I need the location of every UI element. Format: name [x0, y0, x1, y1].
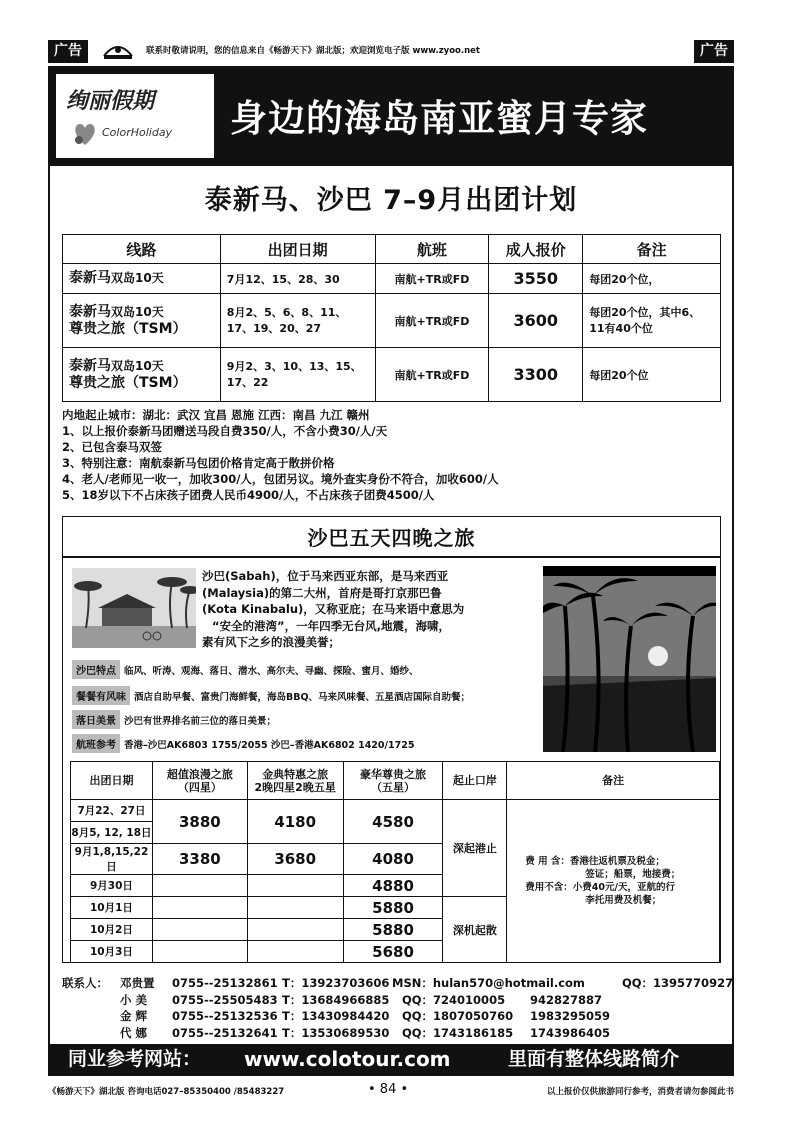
price-cell: [152, 941, 247, 963]
intro-line: 沙巴(Sabah)，位于马来西亚东部，是马来西亚: [202, 569, 449, 583]
intro-line: (Malaysia)的第二大州，首府是哥打京那巴鲁: [202, 585, 442, 600]
price-cell: [152, 919, 247, 941]
website-label: 同业参考网站：: [68, 1048, 202, 1070]
price-cell: [152, 875, 247, 897]
feature-row: 餐餐有风味 酒店自助早餐、富贵门海鲜餐，海岛BBQ、马来风味餐、五星酒店国际自助餐；: [72, 686, 470, 705]
note-line: 内地起止城市：湖北：武汉 宜昌 恩施 江西：南昌 九江 赣州: [62, 408, 370, 422]
col-header: 备注: [507, 762, 720, 800]
source-notice: 联系时敬请说明，您的信息来自《畅游天下》湖北版；欢迎浏览电子版 www.zyoo.net: [146, 46, 480, 56]
route-cell: 泰新马双岛10天 尊贵之旅（TSM）: [63, 294, 221, 348]
note-line: 1、以上报价泰新马团赠送马段自费350/人，不含小费30/人/天: [62, 424, 388, 438]
sabah-price-table: [70, 761, 720, 963]
note-line: 2、已包含泰马双签: [62, 440, 163, 454]
price-cell: 4580: [343, 800, 443, 844]
header-banner: [48, 66, 734, 166]
date-cell: 10月2日: [71, 919, 153, 941]
price-cell: [247, 875, 343, 897]
remark-cell: 费 用 含：香港往返机票及税金； 签证；船票，地接费； 费用不含：小费40元/天，亚航的行 李托用费及机餐；: [507, 800, 720, 963]
date-cell: 9月30日: [71, 875, 153, 897]
section-title-sabah: 沙巴五天四晚之旅: [307, 526, 476, 550]
publisher-logo-icon: [100, 40, 136, 60]
col-header: 线路: [63, 235, 221, 264]
sabah-intro: [202, 568, 542, 651]
route-cell: 泰新马双岛10天 尊贵之旅（TSM）: [63, 348, 221, 402]
table-row: [63, 348, 721, 402]
port-cell: 深起港止: [443, 800, 507, 897]
date-cell: 10月3日: [71, 941, 153, 963]
price-cell: 4880: [343, 875, 443, 897]
feature-row: 航班参考 香港–沙巴AK6803 1755/2055 沙巴–香港AK6802 1420/1725: [72, 734, 414, 753]
price-cell: 3550: [489, 264, 583, 294]
price-cell: [247, 919, 343, 941]
dates-cell: 7月12、15、28、30: [220, 264, 375, 294]
note-cell: 每团20个位，其中6、11有40个位: [583, 294, 721, 348]
sunset-palm-photo: [543, 566, 716, 752]
intro-line: (Kota Kinabalu)，又称亚庇；在马来语中意思为: [202, 602, 465, 616]
note-line: 5、18岁以下不占床孩子团费人民币4900/人，不占床孩子团费4500/人: [62, 488, 435, 502]
feature-row: 落日美景 沙巴有世界排名前三位的落日美景；: [72, 710, 276, 729]
col-header: 备注: [583, 235, 721, 264]
flight-cell: 南航+TR或FD: [375, 264, 489, 294]
price-cell: 5680: [343, 941, 443, 963]
col-header: 超值浪漫之旅 （四星）: [152, 762, 247, 800]
ad-label-left: 广告: [48, 40, 88, 63]
divider: [62, 556, 721, 558]
heart-flower-icon: [70, 118, 100, 148]
website-bar: [48, 1044, 734, 1075]
footer-left: 《畅游天下》湖北版 咨询电话027–85350400 /85483227: [48, 1087, 285, 1097]
schedule-notes: [62, 407, 499, 503]
schedule-table: [62, 234, 721, 402]
date-cell: 8月5, 12, 18日: [71, 822, 153, 844]
price-cell: 3680: [247, 844, 343, 875]
dates-cell: 8月2、5、6、8、11、17、19、20、27: [220, 294, 375, 348]
price-cell: 4080: [343, 844, 443, 875]
price-cell: 3880: [152, 800, 247, 844]
ad-label-right: 广告: [694, 40, 734, 63]
note-cell: 每团20个位: [583, 348, 721, 402]
dates-cell: 9月2、3、10、13、15、17、22: [220, 348, 375, 402]
table-row: [71, 800, 720, 822]
note-cell: 每团20个位，: [583, 264, 721, 294]
flight-cell: 南航+TR或FD: [375, 348, 489, 402]
table-header-row: [63, 235, 721, 264]
port-cell: 深机起散: [443, 897, 507, 963]
col-header: 豪华尊贵之旅 （五星）: [343, 762, 443, 800]
table-header-row: [71, 762, 720, 800]
price-cell: [152, 897, 247, 919]
col-header: 金典特惠之旅 2晚四星2晚五星: [247, 762, 343, 800]
date-cell: 9月1,8,15,22日: [71, 844, 153, 875]
intro-line: 素有风下之乡的浪漫美誉；: [202, 635, 340, 649]
price-cell: [247, 941, 343, 963]
page-title: 身边的海岛南亚蜜月专家: [230, 97, 648, 140]
feature-row: 沙巴特点 临风、听涛、观海、落日、潜水、高尔夫、寻幽、探险、蜜月、婚纱、: [72, 660, 419, 679]
table-row: [63, 264, 721, 294]
price-cell: 3300: [489, 348, 583, 402]
note-line: 4、老人/老师见一收一，加收300/人，包团另议。境外查实身份不符合，加收600/人: [62, 472, 499, 486]
website-tail: 里面有整体线路简介: [508, 1048, 680, 1070]
col-header: 出团日期: [71, 762, 153, 800]
col-header: 起止口岸: [443, 762, 507, 800]
page-number: • 84 •: [368, 1082, 409, 1097]
price-cell: 5880: [343, 897, 443, 919]
col-header: 航班: [375, 235, 489, 264]
price-cell: 3600: [489, 294, 583, 348]
website-link[interactable]: www.colotour.com: [244, 1047, 451, 1071]
date-cell: 7月22、27日: [71, 800, 153, 822]
note-line: 3、特别注意：南航泰新马包团价格肯定高于散拼价格: [62, 456, 335, 470]
logo-english-text: ColorHoliday: [102, 126, 173, 139]
section-title-schedule: 泰新马、沙巴 7–9月出团计划: [204, 185, 578, 216]
price-cell: 5880: [343, 919, 443, 941]
flight-cell: 南航+TR或FD: [375, 294, 489, 348]
price-cell: 4180: [247, 800, 343, 844]
price-cell: 3380: [152, 844, 247, 875]
col-header: 出团日期: [220, 235, 375, 264]
brand-logo: [56, 74, 214, 158]
resort-photo: [72, 568, 196, 648]
logo-chinese-text: 绚丽假期: [66, 88, 155, 114]
table-row: [63, 294, 721, 348]
date-cell: 10月1日: [71, 897, 153, 919]
footer-right: 以上报价仅供旅游同行参考，消费者请勿参阅此书: [546, 1087, 734, 1097]
col-header: 成人报价: [489, 235, 583, 264]
intro-line: “安全的港湾”，一年四季无台风,地震，海啸，: [212, 618, 450, 633]
ad-top-bar: [48, 40, 734, 63]
price-cell: [247, 897, 343, 919]
route-cell: 泰新马双岛10天: [63, 264, 221, 294]
